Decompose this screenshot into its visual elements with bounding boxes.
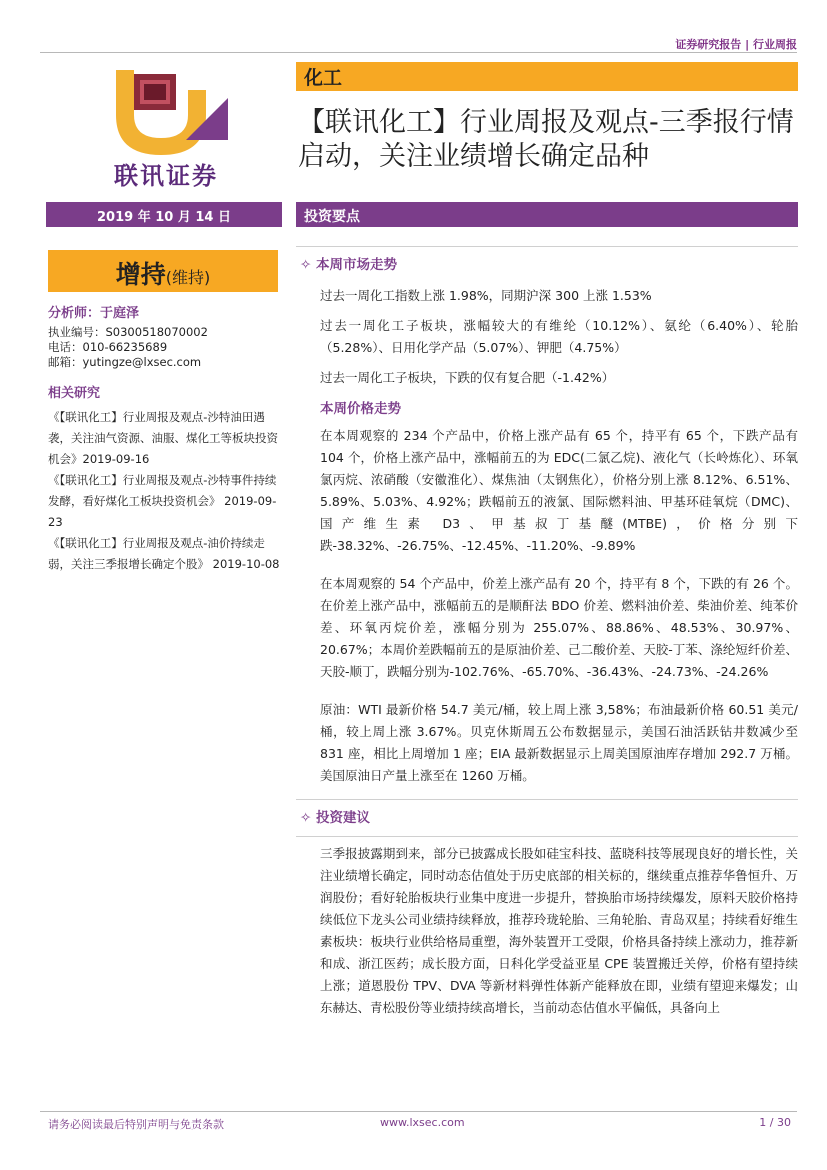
market-para: 过去一周化工指数上涨 1.98%，同期沪深 300 上涨 1.53%: [320, 288, 652, 303]
analyst-email: 邮箱：yutingze@lxsec.com: [48, 355, 202, 369]
footer-website[interactable]: www.lxsec.com: [380, 1116, 465, 1129]
divider: [296, 836, 798, 837]
advice-heading: ✧ 投资建议: [300, 810, 371, 826]
sector-bar: [296, 62, 798, 91]
sidebar: [48, 302, 282, 575]
related-item[interactable]: 《【联讯化工】行业周报及观点-沙特油田遇袭，关注油气资源、油服、煤化工等板块投资机会》2019-09-16: [48, 410, 278, 466]
key-points-heading: 投资要点: [304, 209, 360, 225]
page-number: 1 / 30: [759, 1116, 791, 1129]
diamond-icon: ✧: [300, 810, 317, 826]
divider: [296, 246, 798, 247]
advice-para: 三季报披露期到来，部分已披露成长股如硅宝科技、蓝晓科技等展现良好的增长性，关注业绩增长确定，同时动态估值处于历史底部的相关标的，继续重点推荐华鲁恒升、万润股份；看好轮胎板块行业集中度进一步提升，替换胎市场持续爆发，原料天胶价格持续低位下龙头公司业绩持续释放，推荐玲珑轮胎、三角轮胎、青岛双星；持续看好维生素板块：板块行业供给格局重塑，海外装置开工受限，价格具备持续上涨动力，推荐新和成、浙江医药；成长股方面，日科化学受益亚星 CPE 装置搬迁关停，价格有望持续上涨；道恩股份 TPV、DVA 等新材料弹性体新产能释放在即，业绩有望迎来爆发；山东赫达、青松股份等业绩持续高增长，当前动态估值水平偏低，具备向上: [320, 846, 798, 1015]
rating-sub: (维持): [165, 268, 211, 287]
market-heading: ✧ 本周市场走势: [300, 257, 398, 273]
analyst-name: 分析师：于庭泽: [48, 306, 140, 321]
market-para: 过去一周化工子板块，下跌的仅有复合肥（-1.42%）: [320, 370, 615, 385]
analyst-phone: 电话：010-66235689: [48, 340, 168, 354]
key-points-bar: [296, 202, 798, 227]
rating-main: 增持: [115, 260, 166, 289]
price-para: 在本周观察的 54 个产品中，价差上涨产品有 20 个，持平有 8 个，下跌的有 26 个。在价差上涨产品中，涨幅前五的是顺酐法 BDO 价差、燃料油价差、柴油价差、纯苯价差、环氧丙烷价差，涨幅分别为 255.07%、88.86%、48.53%、30.97%、20.67%；本周价差跌幅前五的是原油价差、己二酸价差、天胶-丁苯、涤纶短纤价差、天胶-顺丁，跌幅分别为-102.76%、-65.70%、-36.43%、-24.73%、-24.26%: [320, 576, 798, 679]
sector-label: 化工: [304, 67, 343, 89]
price-heading: 本周价格走势: [320, 401, 401, 417]
divider: [296, 799, 798, 800]
footer-divider: [40, 1111, 797, 1112]
related-item[interactable]: 《【联讯化工】行业周报及观点-油价持续走弱，关注三季报增长确定个股》 2019-10-08: [48, 536, 280, 571]
rating: [48, 255, 278, 291]
logo-text: 联讯证券: [114, 162, 218, 190]
related-heading: 相关研究: [48, 386, 101, 401]
footer-disclaimer[interactable]: 请务必阅读最后特别声明与免责条款: [48, 1118, 224, 1131]
diamond-icon: ✧: [300, 257, 317, 273]
price-para: 在本周观察的 234 个产品中，价格上涨产品有 65 个，持平有 65 个，下跌产品有 104 个，价格上涨产品中，涨幅前五的为 EDC(二氯乙烷)、液化气（长岭炼化）、环氧氯丙烷、浓硝酸（安徽淮化）、煤焦油（太钢焦化），价格分别上涨 8.12%、6.51%、5.89%、5.03%、4.92%；跌幅前五的液氯、国际燃料油、甲基环硅氧烷（DMC)、国产维生素 D3、甲基叔丁基醚(MTBE)，价格分别下跌-38.32%、-26.75%、-12.45%、-11.20%、-9.89%: [320, 428, 798, 553]
report-date: 2019 年 10 月 14 日: [97, 210, 231, 225]
market-para: 过去一周化工子板块，涨幅较大的有维纶（10.12%）、氨纶（6.40%）、轮胎（5.28%）、日用化学产品（5.07%）、钾肥（4.75%）: [320, 318, 798, 355]
price-para: 原油：WTI 最新价格 54.7 美元/桶，较上周上涨 3,58%；布油最新价格 60.51 美元/桶，较上周上涨 3.67%。贝克休斯周五公布数据显示，美国石油活跃钻井数减少至 831 座，相比上周增加 1 座；EIA 最新数据显示上周美国原油库存增加 292.7 万桶。美国原油日产量上涨至在 1260 万桶。: [320, 702, 798, 783]
header-divider: [40, 52, 797, 53]
main-content: [300, 246, 798, 1019]
report-type-label: 证券研究报告 | 行业周报: [675, 38, 797, 51]
report-title: 【联讯化工】行业周报及观点-三季报行情启动，关注业绩增长确定品种: [298, 107, 794, 172]
related-item[interactable]: 《【联讯化工】行业周报及观点-沙特事件持续发酵，看好煤化工板块投资机会》 2019-09-23: [48, 473, 277, 529]
analyst-cert: 执业编号：S0300518070002: [48, 325, 208, 339]
